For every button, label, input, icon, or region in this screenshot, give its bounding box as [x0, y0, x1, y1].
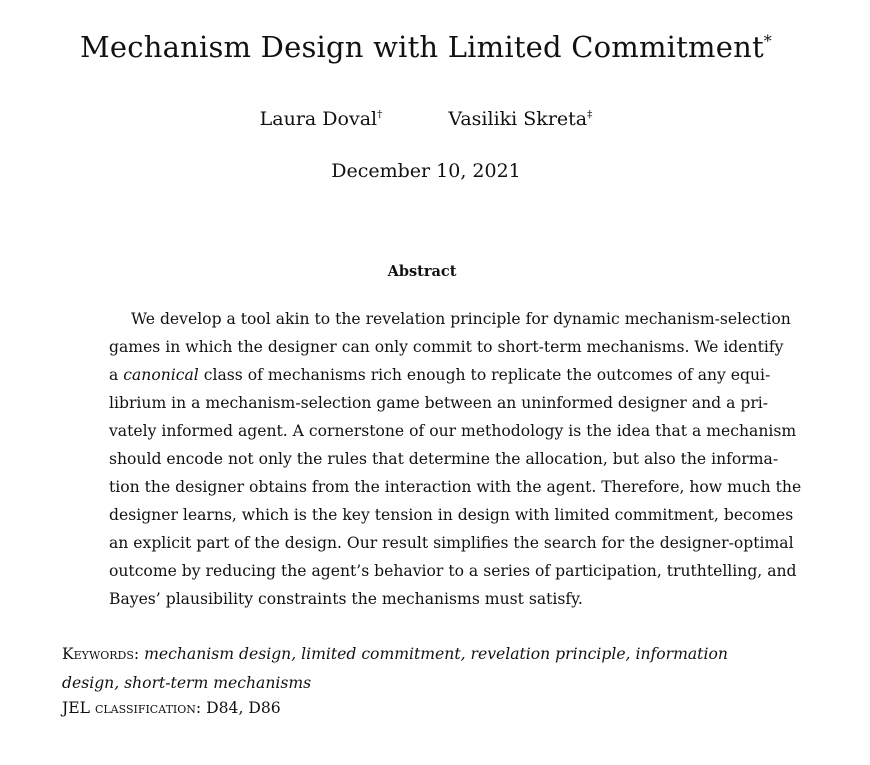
abstract-line: should encode not only the rules that determine the allocation, but also the informa- [109, 450, 779, 468]
jel-classification [62, 699, 281, 717]
paper-title [0, 30, 852, 64]
jel-codes: D84, D86 [206, 699, 281, 717]
jel-label: JEL classification: [62, 699, 202, 717]
keywords [62, 640, 782, 698]
abstract-heading: Abstract [387, 263, 457, 280]
abstract-body [109, 305, 802, 613]
keywords-values: mechanism design, limited commitment, revelation principle, information design, short-term mechanisms [62, 645, 728, 692]
author [448, 108, 592, 130]
paper-title-text: Mechanism Design with Limited Commitment [80, 30, 764, 64]
abstract-line: Bayes’ plausibility constraints the mechanisms must satisfy. [109, 590, 583, 608]
keywords-label: Keywords: [62, 645, 140, 663]
abstract-line: vately informed agent. A cornerstone of our methodology is the idea that a mechanism [109, 422, 797, 440]
title-footnote-mark: * [763, 31, 772, 51]
abstract-line: designer learns, which is the key tension in design with limited commitment, becomes [109, 506, 794, 524]
author-list [0, 108, 852, 130]
abstract-line: outcome by reducing the agent’s behavior to a series of participation, truthtelling, and [109, 562, 797, 580]
abstract-line: an explicit part of the design. Our result simplifies the search for the designer-optimal [109, 534, 794, 552]
abstract-line: tion the designer obtains from the interaction with the agent. Therefore, how much the [109, 478, 802, 496]
abstract-line: a canonical class of mechanisms rich enough to replicate the outcomes of any equi- [109, 366, 771, 384]
author-footnote-mark: † [377, 108, 383, 121]
author-name: Laura Doval [259, 108, 378, 130]
abstract-line: librium in a mechanism-selection game between an uninformed designer and a pri- [109, 394, 769, 412]
abstract-line: We develop a tool akin to the revelation principle for dynamic mechanism-selection [131, 310, 791, 328]
author-name: Vasiliki Skreta [448, 108, 588, 130]
author [260, 108, 383, 130]
abstract-line: games in which the designer can only commit to short-term mechanisms. We identify [109, 338, 784, 356]
author-footnote-mark: ‡ [587, 108, 593, 121]
paper-date: December 10, 2021 [331, 160, 521, 182]
emphasis-canonical: canonical [123, 366, 199, 384]
